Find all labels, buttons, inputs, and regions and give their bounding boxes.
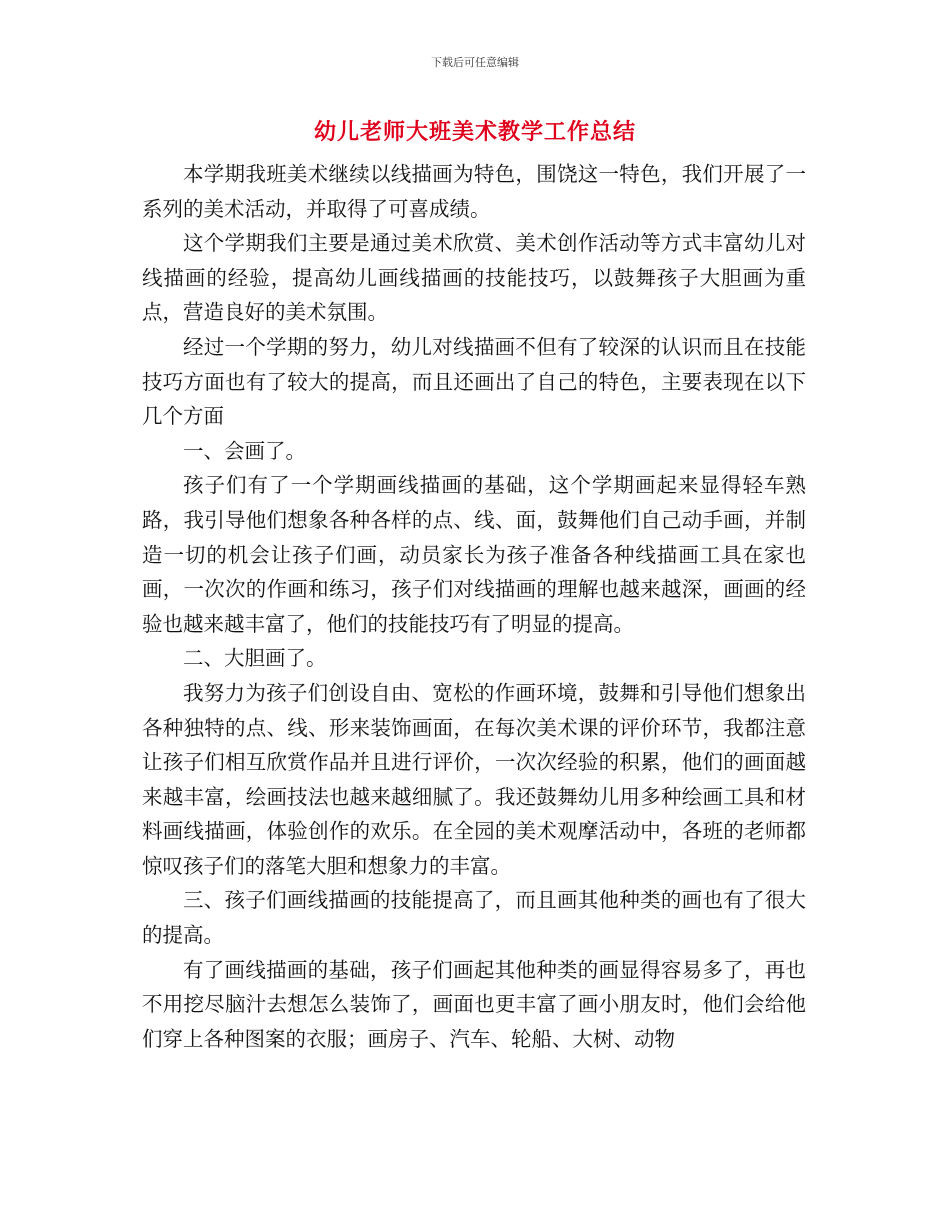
paragraph: 这个学期我们主要是通过美术欣赏、美术创作活动等方式丰富幼儿对线描画的经验，提高幼儿画线描画的技能技巧，以鼓舞孩子大胆画为重点，营造良好的美术氛围。: [142, 231, 806, 325]
paragraph: 我努力为孩子们创设自由、宽松的作画环境，鼓舞和引导他们想象出各种独特的点、线、形来装饰画面，在每次美术课的评价环节，我都注意让孩子们相互欣赏作品并且进行评价，一次次经验的积累，他们的画面越来越丰富，绘画技法也越来越细腻了。我还鼓舞幼儿用多种绘画工具和材料画线描画，体验创作的欢乐。在全园的美术观摩活动中，各班的老师都惊叹孩子们的落笔大胆和想象力的丰富。: [142, 680, 806, 878]
section-heading: 二、大胆画了。: [183, 646, 327, 671]
paragraph: 本学期我班美术继续以线描画为特色，围饶这一特色，我们开展了一系列的美术活动，并取得了可喜成绩。: [142, 162, 806, 221]
document-title: 幼儿老师大班美术教学工作总结: [313, 120, 636, 145]
document-body: [142, 157, 806, 1056]
paragraph: 有了画线描画的基础，孩子们画起其他种类的画显得容易多了，再也不用挖尽脑汁去想怎么装饰了，画面也更丰富了画小朋友时，他们会给他们穿上各种图案的衣服；画房子、汽车、轮船、大树、动物: [142, 957, 806, 1051]
paragraph: 孩子们有了一个学期画线描画的基础，这个学期画起来显得轻车熟路，我引导他们想象各种各样的点、线、面，鼓舞他们自己动手画，并制造一切的机会让孩子们画，动员家长为孩子准备各种线描画工具在家也画，一次次的作画和练习，孩子们对线描画的理解也越来越深，画画的经验也越来越丰富了，他们的技能技巧有了明显的提高。: [142, 473, 806, 636]
section-heading: 一、会画了。: [183, 438, 306, 463]
header-note: 下载后可任意编辑: [431, 56, 519, 69]
paragraph: 经过一个学期的努力，幼儿对线描画不但有了较深的认识而且在技能技巧方面也有了较大的提高，而且还画出了自己的特色，主要表现在以下几个方面: [142, 334, 806, 429]
section-heading: 三、孩子们画线描画的技能提高了，而且画其他种类的画也有了很大的提高。: [142, 888, 806, 948]
